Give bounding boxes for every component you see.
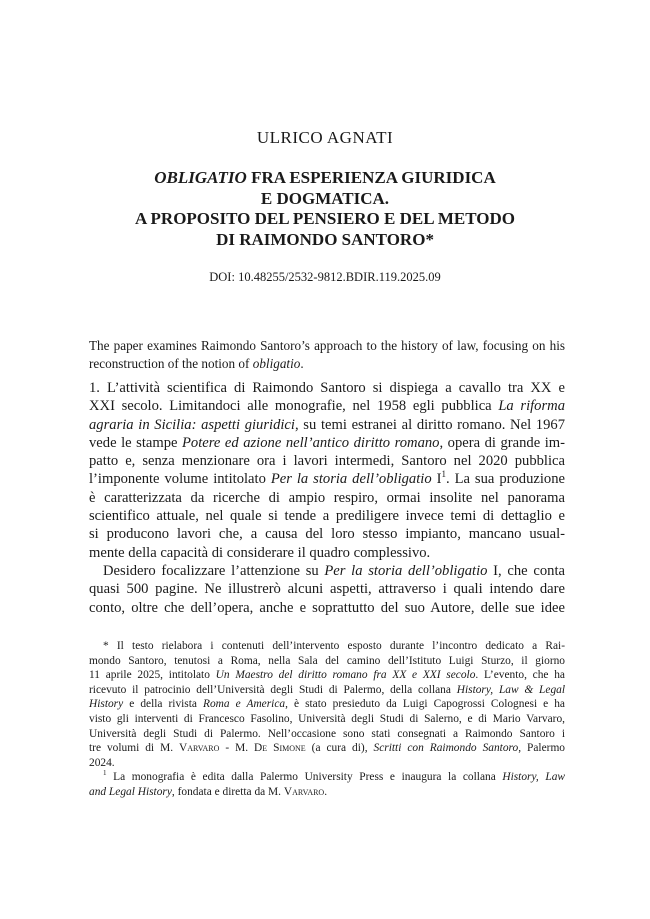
footnote-line: ricevuto il patrocinio dell’Università degli Studi di Palermo, della collana History, Law & Legal <box>89 683 565 696</box>
body-line: l’imponente volume intitolato Per la storia dell’obligatio $I^1$. La sua produzione <box>89 469 565 488</box>
body-line: quasi 500 pagine. Ne illustrerò alcuni aspetti, attraverso i quali intendo dare <box>89 581 565 598</box>
footnote-line: History e della rivista Roma e America, è stato presieduto da Luigi Capogrossi Colognesi e ha <box>89 698 565 711</box>
footnote-ref-1: 1 <box>441 469 446 480</box>
footnote-line: 11 aprile 2025, intitolato Un Maestro del diritto romano fra XX e XXI secolo. L’evento, che ha <box>89 669 565 682</box>
footnote-line: tre volumi di M. Varvaro - M. De Simone (a cura di), Scritti con Raimondo Santoro, Palermo <box>89 742 565 755</box>
body-line: conto, oltre che dell’opera, anche e soprattutto del suo Autore, delle sue idee <box>89 599 565 616</box>
footnote-line: * Il testo rielabora i contenuti dell’intervento esposto durante l’incontro dedicato a Rai- <box>103 640 565 652</box>
footnote-line: 2024. <box>89 756 115 769</box>
doi: DOI: 10.48255/2532-9812.BDIR.119.2025.09 <box>209 270 441 284</box>
article-title <box>60 168 590 250</box>
body-line: mente della capacità di considerare il quadro complessivo. <box>89 544 431 561</box>
abstract: The paper examines Raimondo Santoro’s approach to the history of law, focusing on his reconstruction of the notion of obligatio. <box>89 338 565 371</box>
body-text <box>89 379 565 617</box>
footnote-line: mondo Santoro, tenutosi a Roma, nella Sala del camino dell’Istituto Luigi Sturzo, il giorno <box>89 654 565 667</box>
title-footnote-marker: * <box>425 229 434 249</box>
title-line-3: A PROPOSITO DEL PENSIERO E DEL METODO <box>134 209 516 228</box>
footnotes <box>89 639 565 800</box>
body-line: è caratterizzata da ricerche di ampio respiro, ormai insolite nel panorama <box>89 489 565 506</box>
title-line-2: E DOGMATICA. <box>260 188 390 208</box>
body-line: agraria in Sicilia: aspetti giuridici, su temi estranei al diritto romano. Nel 1967 <box>89 416 565 433</box>
title-italic-term: OBLIGATIO <box>154 168 247 187</box>
footnote-line: Università degli Studi di Palermo. Nell’occasione sono stati consegnati a Raimondo Santoro i <box>89 727 565 740</box>
author-name: ULRICO AGNATI <box>256 128 394 147</box>
body-line: 1. L’attività scientifica di Raimondo Santoro si dispiega a cavallo tra XX e <box>89 380 565 396</box>
body-line: XXI secolo. Limitandoci alle monografie, nel 1958 egli pubblica La riforma <box>89 398 565 415</box>
body-line: scientifico attuale, nel quale si tende a prediligere invece temi di dettaglio e <box>89 508 565 525</box>
body-line: si producono lavori che, a causa del loro stesso impianto, mancano usual- <box>89 526 565 543</box>
body-line: Desidero focalizzare l’attenzione su Per la storia dell’obligatio I, che conta <box>103 562 565 579</box>
title-line-1: OBLIGATIO FRA ESPERIENZA GIURIDICA <box>154 168 496 187</box>
body-line: patto e, senza menzionare ora i lavori intermedi, Santoro nel 2020 pubblica <box>89 453 565 470</box>
title-line-4: DI RAIMONDO SANTORO* <box>216 229 434 249</box>
body-line: vede le stampe Potere ed azione nell’antico diritto romano, opera di grande im- <box>89 434 565 451</box>
footnote-number-1: 1 <box>103 769 107 778</box>
footnote-line: and Legal History, fondata e diretta da M. Varvaro. <box>89 785 328 798</box>
footnote-line: $^1$ La monografia è edita dalla Palermo University Press e inaugura la collana History, Law <box>103 769 565 784</box>
footnote-line: visto gli interventi di Francesco Fasolino, Università degli Studi di Salerno, e di Mario Varvaro, <box>89 712 565 725</box>
